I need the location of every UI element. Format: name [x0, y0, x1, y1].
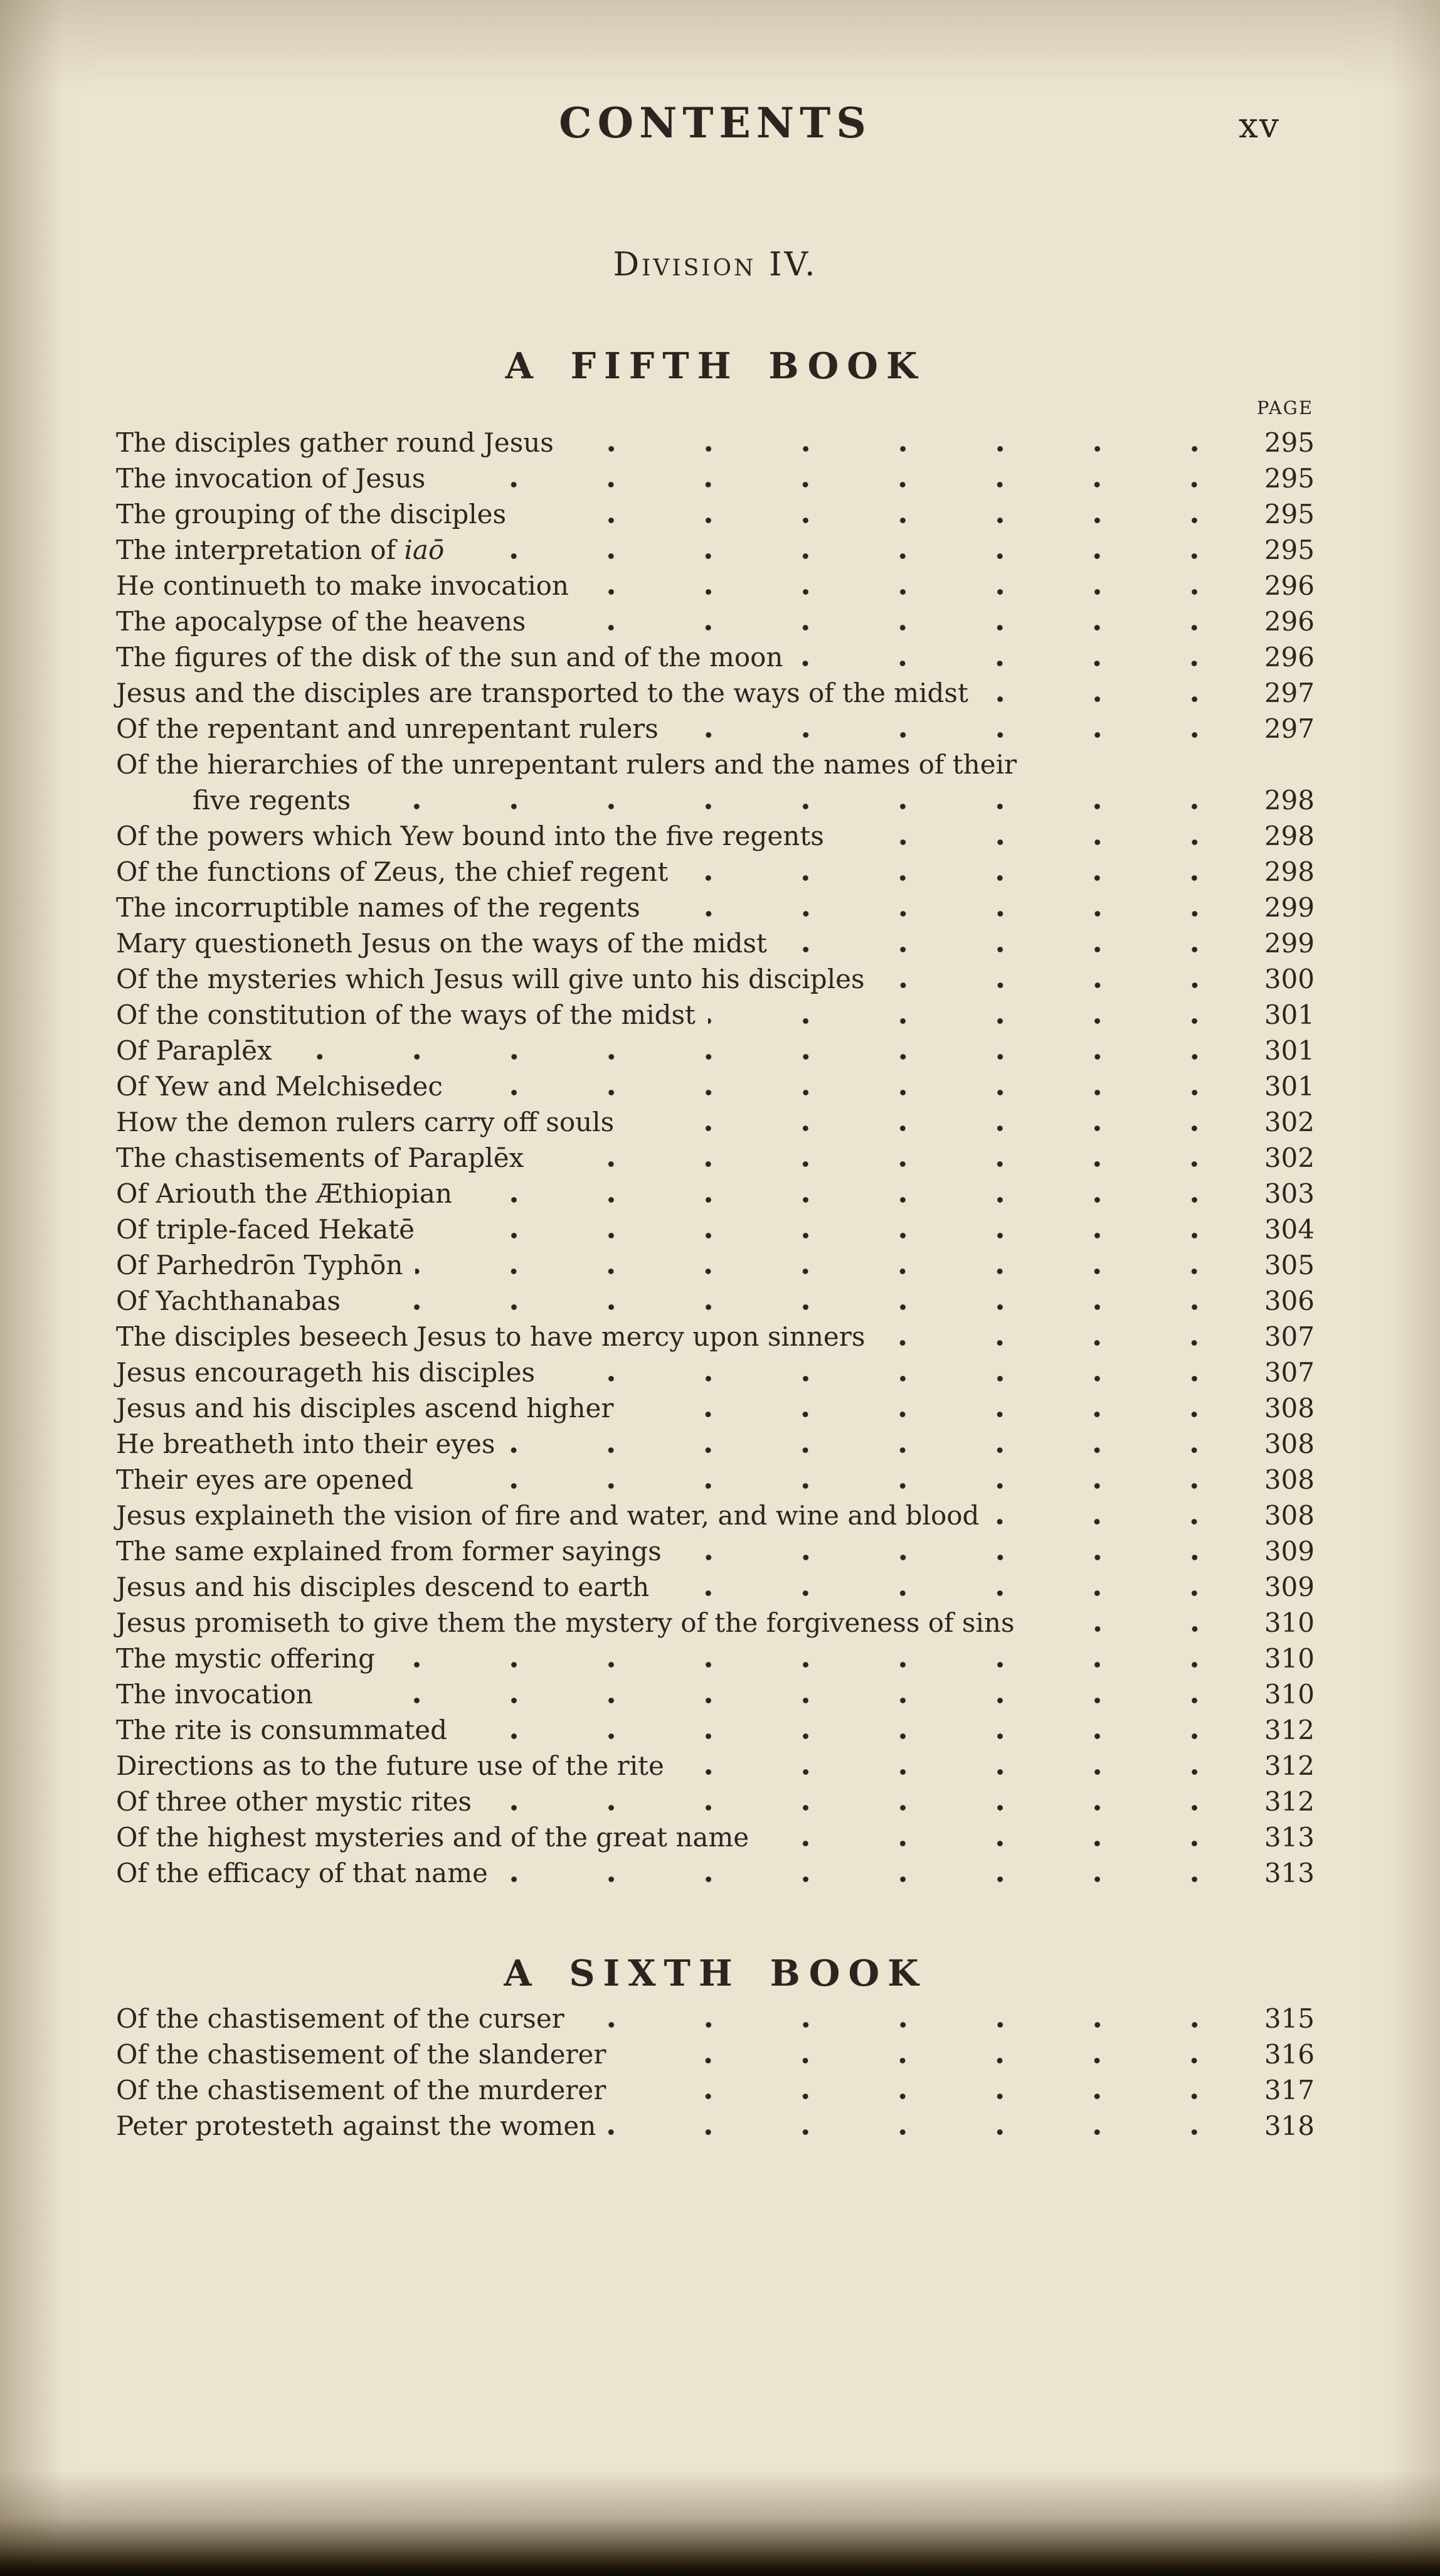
toc-entry-title: How the demon rulers carry off souls — [116, 1107, 615, 1137]
page-title: CONTENTS — [559, 98, 872, 147]
dot-leader — [427, 1233, 1248, 1238]
toc-entry-page: 297 — [1264, 713, 1315, 744]
dot-leader — [677, 1769, 1248, 1775]
toc-entry-title: Of the mysteries which Jesus will give unto his disciples — [116, 964, 865, 994]
toc-entry-page: 298 — [1264, 821, 1315, 851]
toc-entry — [116, 1641, 1315, 1676]
dot-leader — [500, 1876, 1248, 1882]
toc-entry — [116, 1176, 1315, 1211]
toc-entry-page: 298 — [1264, 785, 1315, 816]
toc-entry-page: 316 — [1264, 2039, 1315, 2070]
toc-entry-page: 309 — [1264, 1536, 1315, 1567]
toc-entry — [116, 1068, 1315, 1104]
toc-entry-title: The mystic offering — [116, 1643, 375, 1674]
dot-leader — [780, 947, 1248, 952]
toc-entry-list — [116, 425, 1315, 1891]
toc-entry-page: 296 — [1264, 642, 1315, 673]
toc-entry-title: The disciples gather round Jesus — [116, 427, 554, 458]
dot-leader — [708, 1018, 1248, 1024]
toc-entry-title: Of the hierarchies of the unrepentant rulers and the names of their — [116, 749, 1017, 780]
dot-leader — [671, 732, 1248, 738]
toc-entry-page: 302 — [1264, 1107, 1315, 1137]
toc-entry-page: 295 — [1264, 499, 1315, 530]
toc-entry — [116, 2001, 1315, 2036]
dot-leader — [618, 2058, 1248, 2063]
page-column-label: PAGE — [1256, 397, 1313, 418]
dot-leader — [536, 1161, 1248, 1167]
toc-entry-page: 296 — [1264, 606, 1315, 637]
dot-leader — [465, 1197, 1248, 1203]
toc-entry — [116, 1748, 1315, 1784]
toc-entry-page: 307 — [1264, 1357, 1315, 1388]
dot-leader — [460, 1733, 1248, 1739]
toc-entry-title: He breatheth into their eyes — [116, 1429, 495, 1459]
toc-entry — [116, 961, 1315, 997]
dot-leader — [662, 1590, 1248, 1596]
toc-entry-page: 304 — [1264, 1214, 1315, 1245]
dot-leader — [761, 1841, 1248, 1846]
toc-entry-page: 317 — [1264, 2075, 1315, 2105]
toc-entry-title: Of the chastisement of the murderer — [116, 2075, 606, 2105]
toc-entry-title: Jesus encourageth his disciples — [116, 1357, 536, 1388]
toc-entry — [116, 1462, 1315, 1498]
toc-entry-page: 301 — [1264, 1035, 1315, 1066]
toc-entry-title: Of three other mystic rites — [116, 1786, 472, 1817]
toc-entry-page: 308 — [1264, 1500, 1315, 1531]
toc-entry-page: 313 — [1264, 1858, 1315, 1888]
toc-entry-title: Of Paraplēx — [116, 1035, 272, 1066]
dot-leader — [353, 1304, 1248, 1310]
toc-entry-page: 306 — [1264, 1285, 1315, 1316]
toc-entry — [116, 1855, 1315, 1891]
toc-entry-title: Jesus explaineth the vision of fire and water, and wine and blood — [116, 1500, 980, 1531]
toc-entry-page: 315 — [1264, 2003, 1315, 2034]
toc-entry-title: Of the constitution of the ways of the midst — [116, 999, 696, 1030]
toc-entry — [116, 1283, 1315, 1319]
dot-leader — [674, 1555, 1248, 1560]
toc-entry — [116, 496, 1315, 532]
dot-leader — [837, 839, 1248, 845]
toc-entry-page: 301 — [1264, 999, 1315, 1030]
toc-entry-title: Of the repentant and unrepentant rulers — [116, 713, 659, 744]
toc-entry — [116, 925, 1315, 961]
dot-leader — [577, 2022, 1248, 2028]
toc-section — [116, 345, 1315, 1891]
toc-entry-title: The invocation — [116, 1679, 313, 1710]
toc-entry-page: 298 — [1264, 856, 1315, 887]
book-heading: A SIXTH BOOK — [504, 1952, 927, 1994]
toc-entry — [116, 890, 1315, 925]
toc-entry-title: The grouping of the disciples — [116, 499, 507, 530]
toc-entry — [116, 2036, 1315, 2072]
toc-entry — [116, 747, 1315, 782]
toc-entry-title: The chastisements of Paraplēx — [116, 1142, 524, 1173]
toc-entry — [116, 1355, 1315, 1390]
toc-entry — [116, 2072, 1315, 2108]
toc-entry — [116, 1211, 1315, 1247]
dot-leader — [457, 553, 1248, 559]
toc-entry-title: Of the powers which Yew bound into the five regents — [116, 821, 824, 851]
toc-entry-page: 296 — [1264, 570, 1315, 601]
dot-leader — [519, 518, 1248, 523]
toc-entry-page: 308 — [1264, 1429, 1315, 1459]
toc-entry-page: 312 — [1264, 1715, 1315, 1745]
toc-entry — [116, 997, 1315, 1033]
toc-entry-title: The invocation of Jesus — [116, 463, 426, 494]
dot-leader — [626, 1412, 1248, 1417]
toc-entry-page: 302 — [1264, 1142, 1315, 1173]
toc-entry-page: 318 — [1264, 2110, 1315, 2141]
toc-entry-title: The rite is consummated — [116, 1715, 447, 1745]
toc-entry-page: 299 — [1264, 892, 1315, 923]
toc-entry-page: 301 — [1264, 1071, 1315, 1102]
toc-entry — [116, 1569, 1315, 1605]
dot-leader — [566, 446, 1248, 452]
toc-entry-title: Of triple-faced Hekatē — [116, 1214, 415, 1245]
toc-entry — [116, 1712, 1315, 1748]
toc-entry — [116, 1140, 1315, 1176]
toc-entry-title: Of the functions of Zeus, the chief regent — [116, 856, 669, 887]
dot-leader — [618, 2094, 1248, 2099]
toc-entry-page: 300 — [1264, 964, 1315, 994]
dot-leader — [795, 661, 1248, 666]
toc-entry-title: The same explained from former sayings — [116, 1536, 662, 1567]
division-heading: Division IV. — [613, 246, 818, 284]
toc-entry-page: 310 — [1264, 1607, 1315, 1638]
toc-entry-page: 295 — [1264, 427, 1315, 458]
toc-entry-title: Directions as to the future use of the rite — [116, 1750, 664, 1781]
toc-entry — [116, 782, 1315, 818]
toc-entry — [116, 1819, 1315, 1855]
dot-leader — [326, 1698, 1248, 1703]
toc-entry-title: Jesus promiseth to give them the mystery of the forgiveness of sins — [116, 1607, 1015, 1638]
toc-entry — [116, 1390, 1315, 1426]
toc-entry-page: 305 — [1264, 1250, 1315, 1280]
toc-entry-page: 307 — [1264, 1321, 1315, 1352]
dot-leader — [363, 804, 1248, 809]
toc-entry-title: Of Parhedrōn Typhōn — [116, 1250, 403, 1280]
toc-entry — [116, 1605, 1315, 1641]
toc-entry-page: 310 — [1264, 1679, 1315, 1710]
toc-entry-page: 309 — [1264, 1572, 1315, 1602]
toc-entry — [116, 568, 1315, 604]
toc-entry-title: Of Ariouth the Æthiopian — [116, 1178, 453, 1209]
toc-entry-title: Of Yew and Melchisedec — [116, 1071, 443, 1102]
dot-leader — [653, 911, 1248, 917]
dot-leader — [981, 696, 1248, 702]
toc-entry-page: 299 — [1264, 928, 1315, 959]
toc-entry-page: 297 — [1264, 678, 1315, 708]
dot-leader — [507, 1447, 1248, 1453]
dot-leader — [680, 875, 1248, 881]
toc-entry — [116, 1498, 1315, 1533]
toc-entry — [116, 1676, 1315, 1712]
toc-entry — [116, 460, 1315, 496]
toc-entry — [116, 2108, 1315, 2144]
dot-leader — [1029, 768, 1248, 774]
dot-leader — [484, 1805, 1248, 1811]
toc-entry-page: 295 — [1264, 463, 1315, 494]
toc-entry-page: 312 — [1264, 1750, 1315, 1781]
toc-entry-title: Of the chastisement of the slanderer — [116, 2039, 606, 2070]
dot-leader — [415, 1269, 1248, 1274]
toc-entry — [116, 1533, 1315, 1569]
toc-entry — [116, 675, 1315, 711]
toc-entry-title: The figures of the disk of the sun and of the moon — [116, 642, 783, 673]
toc-entry-page: 312 — [1264, 1786, 1315, 1817]
toc-entry — [116, 1426, 1315, 1462]
toc-entry-title: Their eyes are opened — [116, 1464, 414, 1495]
toc-entry — [116, 425, 1315, 460]
toc-entry — [116, 1104, 1315, 1140]
toc-entry-title: He continueth to make invocation — [116, 570, 569, 601]
toc-entry — [116, 818, 1315, 854]
dot-leader — [426, 1483, 1248, 1489]
toc-entry-title: Of the highest mysteries and of the great name — [116, 1822, 749, 1853]
dot-leader — [285, 1054, 1248, 1060]
toc-entry-title: The disciples beseech Jesus to have mercy upon sinners — [116, 1321, 866, 1352]
toc-entry — [116, 1247, 1315, 1283]
dot-leader — [538, 625, 1248, 631]
dot-leader — [455, 1090, 1248, 1095]
toc-entry-title: Mary questioneth Jesus on the ways of the midst — [116, 928, 767, 959]
dot-leader — [877, 1340, 1248, 1346]
toc-entry — [116, 1784, 1315, 1819]
dot-leader — [1027, 1626, 1248, 1632]
dot-leader — [388, 1662, 1248, 1668]
dot-leader — [581, 589, 1248, 595]
dot-leader — [548, 1376, 1248, 1381]
toc-sections — [116, 345, 1315, 2144]
toc-entry-page: 308 — [1264, 1464, 1315, 1495]
toc-entry — [116, 854, 1315, 890]
toc-entry — [116, 532, 1315, 568]
toc-entry-title: Peter protesteth against the women — [116, 2110, 596, 2141]
dot-leader — [877, 982, 1248, 988]
toc-entry-page: 310 — [1264, 1643, 1315, 1674]
toc-entry-title: five regents — [193, 785, 351, 816]
toc-entry-title: Of Yachthanabas — [116, 1285, 341, 1316]
folio-page-number: xv — [1238, 105, 1280, 146]
toc-entry-title: The incorruptible names of the regents — [116, 892, 640, 923]
toc-entry — [116, 1319, 1315, 1355]
dot-leader — [608, 2129, 1248, 2135]
toc-entry-title: Of the efficacy of that name — [116, 1858, 488, 1888]
toc-entry-page: 303 — [1264, 1178, 1315, 1209]
toc-entry-title: Jesus and his disciples ascend higher — [116, 1393, 614, 1424]
toc-entry-title: Jesus and his disciples descend to earth — [116, 1572, 650, 1602]
toc-entry-title: The interpretation of iaō — [116, 535, 445, 565]
toc-entry-page: 308 — [1264, 1393, 1315, 1424]
toc-entry — [116, 639, 1315, 675]
dot-leader — [992, 1519, 1248, 1525]
toc-entry-title: Jesus and the disciples are transported to the ways of the midst — [116, 678, 968, 708]
toc-entry — [116, 1033, 1315, 1068]
page-bottom-scan-shadow — [0, 2469, 1440, 2576]
book-heading: A FIFTH BOOK — [505, 345, 926, 387]
toc-entry-title: The apocalypse of the heavens — [116, 606, 526, 637]
toc-entry-title: Of the chastisement of the curser — [116, 2003, 564, 2034]
page-header — [116, 94, 1315, 152]
toc-entry — [116, 711, 1315, 747]
toc-entry-page: 295 — [1264, 535, 1315, 565]
toc-entry-page: 313 — [1264, 1822, 1315, 1853]
dot-leader — [627, 1126, 1248, 1131]
toc-section — [116, 1952, 1315, 2144]
toc-entry — [116, 604, 1315, 639]
dot-leader — [438, 482, 1248, 487]
toc-entry-list — [116, 2001, 1315, 2144]
